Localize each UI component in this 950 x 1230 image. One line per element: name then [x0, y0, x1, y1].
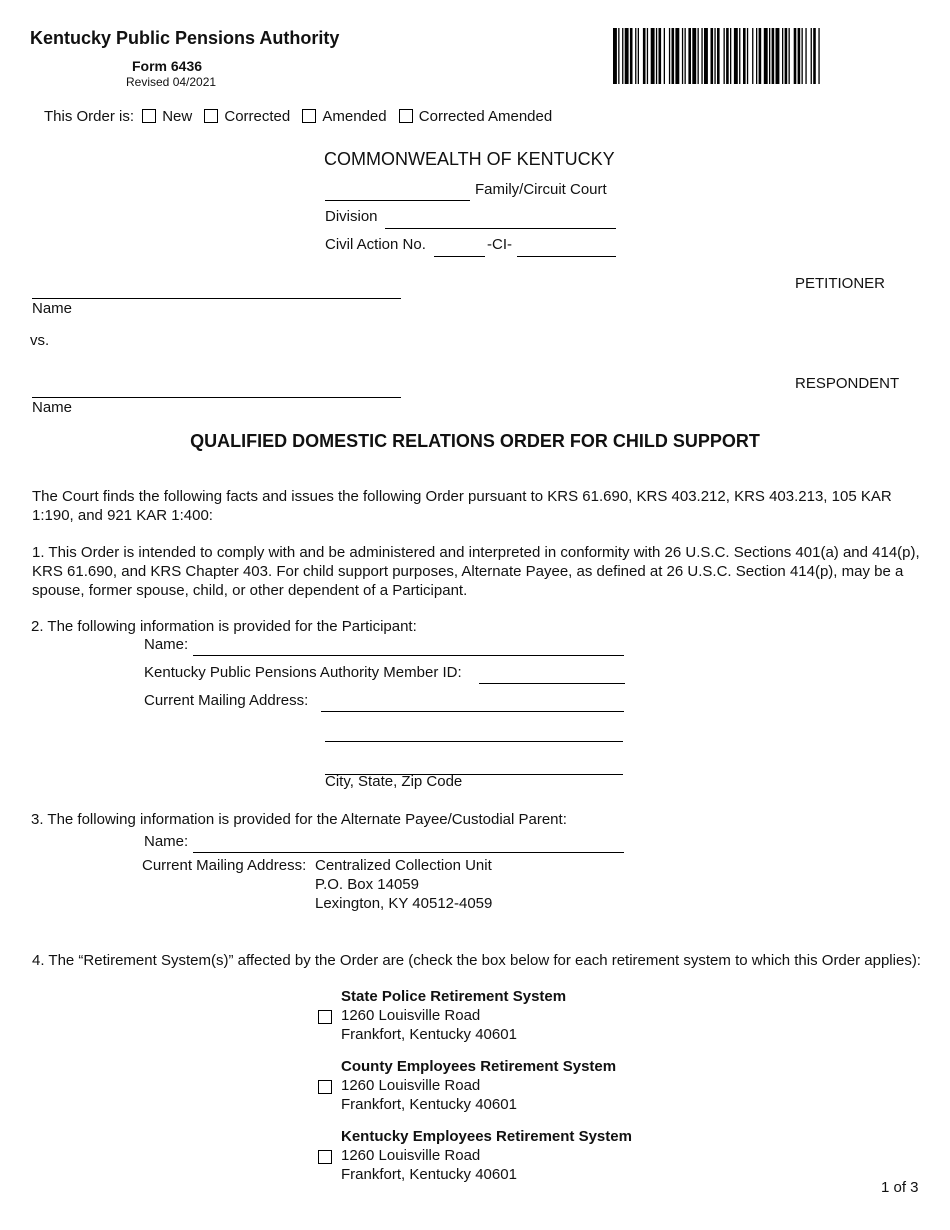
barcode-bar — [764, 28, 768, 84]
barcode-bar — [724, 28, 725, 84]
system-city-kers: Frankfort, Kentucky 40601 — [341, 1166, 517, 1183]
member-id-label: Kentucky Public Pensions Authority Member ID: — [144, 664, 462, 681]
alternate-payee-address-label: Current Mailing Address: — [142, 857, 307, 874]
court-label: Family/Circuit Court — [475, 181, 607, 198]
system-street-spers: 1260 Louisville Road — [341, 1007, 481, 1024]
system-name-cers: County Employees Retirement System — [341, 1058, 617, 1075]
civil-action-number-field[interactable] — [517, 256, 616, 257]
barcode-bar — [672, 28, 675, 84]
respondent-name-label: Name — [32, 399, 73, 416]
petitioner-name-label: Name — [32, 300, 73, 317]
system-street-cers: 1260 Louisville Road — [341, 1077, 481, 1094]
order-new-option[interactable] — [142, 108, 192, 125]
barcode-bar — [659, 28, 662, 84]
barcode-bar — [802, 28, 803, 84]
barcode-bar — [701, 28, 702, 84]
participant-name-label: Name: — [144, 636, 189, 653]
barcode-bar — [785, 28, 788, 84]
system-city-cers: Frankfort, Kentucky 40601 — [341, 1096, 517, 1113]
participant-address-line2-field[interactable] — [325, 741, 623, 742]
order-amended-option[interactable] — [302, 108, 386, 125]
barcode-bar — [622, 28, 623, 84]
order-corrected-option[interactable] — [204, 108, 290, 125]
division-label: Division — [325, 208, 378, 225]
barcode-bar — [756, 28, 757, 84]
system-checkbox-spers[interactable] — [318, 1010, 332, 1024]
barcode-bar — [794, 28, 797, 84]
barcode-bar — [618, 28, 619, 84]
revised-date: Revised 04/2021 — [126, 75, 217, 89]
barcode-bar — [730, 28, 731, 84]
petitioner-label: PETITIONER — [795, 275, 886, 292]
barcode-bar — [669, 28, 670, 84]
barcode-bar — [726, 28, 729, 84]
barcode-bar — [776, 28, 780, 84]
barcode-bar — [704, 28, 708, 84]
member-id-field[interactable] — [479, 683, 625, 684]
barcode-image — [613, 28, 923, 84]
barcode-bar — [798, 28, 801, 84]
respondent-label: RESPONDENT — [795, 375, 900, 392]
intro-paragraph: The Court finds the following facts and issues the following Order pursuant to KRS 61.690, KRS 403.212, KRS 403.213, 105 KAR 1:190, and 921 KAR 1:400: — [32, 488, 892, 524]
order-new-checkbox[interactable] — [142, 109, 156, 123]
address-line-1: Centralized Collection Unit — [315, 857, 492, 874]
barcode-bar — [651, 28, 655, 84]
document-title: QUALIFIED DOMESTIC RELATIONS ORDER FOR CHILD SUPPORT — [190, 431, 760, 451]
court-county-field[interactable] — [325, 200, 470, 201]
barcode-bar — [656, 28, 657, 84]
alternate-payee-name-label: Name: — [144, 833, 189, 850]
barcode-bar — [759, 28, 762, 84]
commonwealth-heading: COMMONWEALTH OF KENTUCKY — [324, 149, 615, 169]
barcode-bar — [643, 28, 646, 84]
order-new-label: New — [162, 108, 193, 125]
barcode-bar — [813, 28, 816, 84]
order-type-row — [44, 108, 552, 126]
order-corrected-amended-label: Corrected Amended — [418, 108, 553, 125]
versus-label: vs. — [30, 332, 50, 349]
barcode-bar — [630, 28, 633, 84]
paragraph-1: 1. This Order is intended to comply with and be administered and interpreted in conformity with 26 U.S.C. Sections 401(a) and 414(p), KRS 61.690, and KRS Chapter 403. For child support purposes, Alternate Payee, as defined at 26 U.S.C. Section 414(p), may be a spouse, former spouse, child, or other dependent of a Participant. — [32, 544, 920, 599]
participant-heading: 2. The following information is provided for the Participant: — [31, 618, 417, 635]
barcode-bar — [747, 28, 748, 84]
barcode-bar — [638, 28, 639, 84]
barcode-bar — [789, 28, 790, 84]
city-state-zip-label: City, State, Zip Code — [325, 773, 463, 790]
order-type-label: This Order is: — [44, 108, 135, 125]
system-street-kers: 1260 Louisville Road — [341, 1147, 481, 1164]
order-amended-checkbox[interactable] — [302, 109, 316, 123]
system-name-kers: Kentucky Employees Retirement System — [341, 1128, 632, 1145]
barcode-bar — [711, 28, 714, 84]
barcode-bar — [752, 28, 753, 84]
barcode-bar — [772, 28, 775, 84]
system-name-spers: State Police Retirement System — [341, 988, 567, 1005]
barcode-bar — [688, 28, 691, 84]
address-line-2: P.O. Box 14059 — [315, 876, 419, 893]
retirement-heading: 4. The “Retirement System(s)” affected by the Order are (check the box below for each retirement system to which this Order applies): — [32, 952, 921, 969]
barcode-bar — [698, 28, 699, 84]
ci-label: -CI- — [487, 236, 512, 253]
barcode-bar — [769, 28, 770, 84]
barcode-bar — [714, 28, 715, 84]
division-field[interactable] — [385, 228, 616, 229]
order-corrected-checkbox[interactable] — [204, 109, 218, 123]
barcode-bar — [782, 28, 783, 84]
order-amended-label: Amended — [322, 108, 387, 125]
barcode-bar — [739, 28, 740, 84]
barcode-bar — [613, 28, 617, 84]
page-number: 1 of 3 — [881, 1179, 919, 1196]
participant-address-line1-field[interactable] — [321, 711, 624, 712]
system-checkbox-cers[interactable] — [318, 1080, 332, 1094]
respondent-name-field[interactable] — [32, 397, 401, 398]
barcode-bar — [625, 28, 629, 84]
participant-name-field[interactable] — [193, 655, 624, 656]
alternate-payee-name-field[interactable] — [193, 852, 624, 853]
barcode-bar — [675, 28, 679, 84]
barcode-bar — [818, 28, 819, 84]
civil-action-label: Civil Action No. — [325, 236, 426, 253]
agency-name: Kentucky Public Pensions Authority — [30, 28, 340, 48]
barcode-bar — [664, 28, 665, 84]
barcode-bar — [805, 28, 806, 84]
alternate-payee-heading: 3. The following information is provided for the Alternate Payee/Custodial Parent: — [31, 811, 567, 828]
participant-address-label: Current Mailing Address: — [144, 692, 309, 709]
order-corrected-amended-checkbox[interactable] — [399, 109, 413, 123]
address-line-3: Lexington, KY 40512-4059 — [315, 895, 493, 912]
barcode-bar — [647, 28, 648, 84]
barcode-bar — [734, 28, 738, 84]
civil-action-year-field[interactable] — [434, 256, 485, 257]
barcode-bar — [685, 28, 686, 84]
barcode-bar — [635, 28, 636, 84]
barcode-bar — [682, 28, 683, 84]
system-city-spers: Frankfort, Kentucky 40601 — [341, 1026, 517, 1043]
form-number: Form 6436 — [132, 58, 203, 74]
barcode-bar — [717, 28, 720, 84]
system-checkbox-kers[interactable] — [318, 1150, 332, 1164]
petitioner-name-field[interactable] — [32, 298, 401, 299]
barcode-bar — [743, 28, 746, 84]
order-corrected-label: Corrected — [224, 108, 291, 125]
order-corrected-amended-option[interactable] — [399, 108, 552, 125]
barcode-bar — [692, 28, 696, 84]
barcode-bar — [811, 28, 812, 84]
